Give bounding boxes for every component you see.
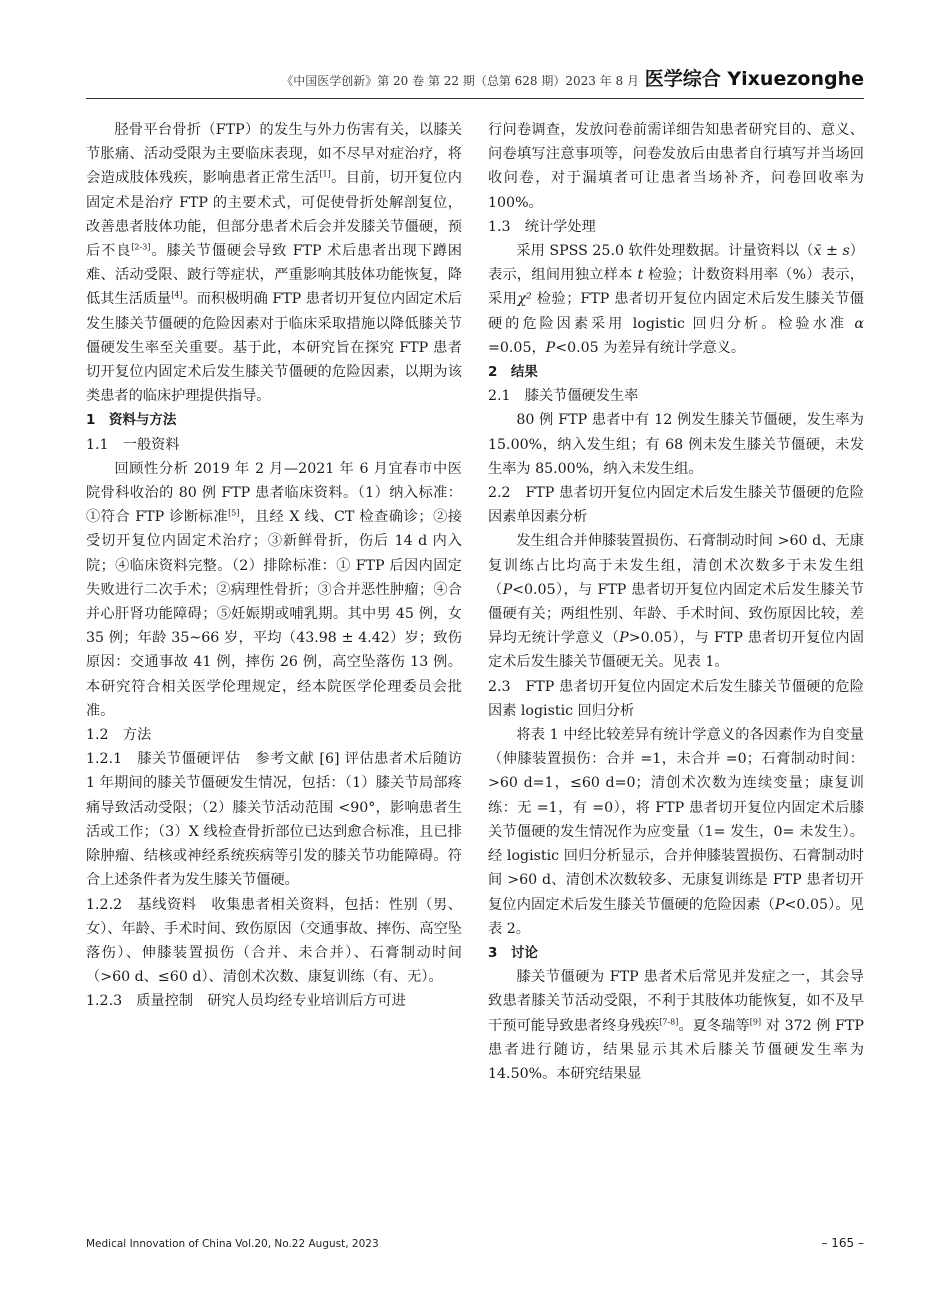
heading-statistics: 1.3 统计学处理 bbox=[488, 218, 596, 235]
heading-univariate: 2.2 FTP 患者切开复位内固定术后发生膝关节僵硬的危险因素单因素分析 bbox=[488, 485, 864, 526]
discussion-paragraph: 膝关节僵硬为 FTP 患者术后常见并发症之一，其会导致患者膝关节活动受限，不利于其肢体功能恢复，如不及早干预可能导致患者终身残疾[7-8]。夏冬瑞等[9] 对 372 例 FTP 患者进行随访，结果显示其术后膝关节僵硬发生率为 14.50%。本研究结果显 bbox=[488, 969, 864, 1082]
right-column bbox=[488, 118, 864, 1086]
heading-general-data: 1.1 一般资料 bbox=[86, 436, 180, 453]
heading-method: 1.2 方法 bbox=[86, 727, 152, 744]
univariate-paragraph: 发生组合并伸膝装置损伤、石膏制动时间 >60 d、无康复训练占比均高于未发生组，清创术次数多于未发生组（P<0.05），与 FTP 患者切开复位内固定术后发生膝关节僵硬有关；两组性别、年龄、手术时间、致伤原因比较，差异均无统计学意义（P>0.05），与 FTP 患者切开复位内固定术后发生膝关节僵硬无关。见表 1。 bbox=[488, 533, 864, 671]
general-data-paragraph: 回顾性分析 2019 年 2 月—2021 年 6 月宜春市中医院骨科收治的 80 例 FTP 患者临床资料。（1）纳入标准：①符合 FTP 诊断标准[5]，且经 X 线、CT 检查确诊；②接受切开复位内固定术治疗；③新鲜骨折，伤后 14 d 内入院；④临床资料完整。（2）排除标准：① FTP 后因内固定失败进行二次手术；②病理性骨折；③合并恶性肿瘤；④合并心肝肾功能障碍；⑤妊娠期或哺乳期。其中男 45 例，女 35 例；年龄 35~66 岁，平均（43.98 ± 4.42）岁；致伤原因：交通事故 41 例，摔伤 26 例，高空坠落伤 13 例。本研究符合相关医学伦理规定，经本院医学伦理委员会批准。 bbox=[86, 460, 463, 719]
stiffness-assessment-paragraph: 1.2.1 膝关节僵硬评估 参考文献 [6] 评估患者术后随访 1 年期间的膝关节僵硬发生情况，包括：（1）膝关节局部疼痛导致活动受限；（2）膝关节活动范围 <90°，影响患者生活或工作；（3）X 线检查骨折部位已达到愈合标准，且已排除肿瘤、结核或神经系统疾病等引发的膝关节功能障碍。符合上述条件者为发生膝关节僵硬。 bbox=[86, 751, 462, 889]
heading-logistic: 2.3 FTP 患者切开复位内固定术后发生膝关节僵硬的危险因素 logistic 回归分析 bbox=[488, 678, 864, 719]
heading-incidence: 2.1 膝关节僵硬发生率 bbox=[488, 388, 639, 405]
heading-discussion: 3 讨论 bbox=[488, 944, 538, 961]
incidence-paragraph: 80 例 FTP 患者中有 12 例发生膝关节僵硬，发生率为 15.00%，纳入发生组；有 68 例未发生膝关节僵硬，未发生率为 85.00%，纳入未发生组。 bbox=[488, 412, 864, 477]
page-header bbox=[86, 62, 864, 99]
questionnaire-paragraph: 行问卷调查，发放问卷前需详细告知患者研究目的、意义、问卷填写注意事项等，问卷发放后由患者自行填写并当场回收问卷，对于漏填者可让患者当场补齐，问卷回收率为 100%。 bbox=[488, 122, 864, 211]
footer-journal: Medical Innovation of China Vol.20, No.22 August, 2023 bbox=[86, 1238, 379, 1250]
page-number: – 165 – bbox=[821, 1236, 864, 1250]
intro-paragraph: 胫骨平台骨折（FTP）的发生与外力伤害有关，以膝关节胀痛、活动受限为主要临床表现，如不尽早对症治疗，将会造成肢体残疾，影响患者正常生活[1]。目前，切开复位内固定术是治疗 FTP 的主要术式，可促使骨折处解剖复位，改善患者肢体功能，但部分患者术后会并发膝关节僵硬，预后不良[2-3]。膝关节僵硬会导致 FTP 术后患者出现下蹲困难、活动受限、跛行等症状，严重影响其肢体功能恢复，降低其生活质量[4]。而积极明确 FTP 患者切开复位内固定术后发生膝关节僵硬的危险因素对于临床采取措施以降低膝关节僵硬发生率至关重要。基于此，本研究旨在探究 FTP 患者切开复位内固定术后发生膝关节僵硬的危险因素，以期为该类患者的临床护理提供指导。 bbox=[86, 122, 462, 405]
section-title: 医学综合 Yixuezonghe bbox=[644, 68, 864, 90]
logistic-paragraph: 将表 1 中经比较差异有统计学意义的各因素作为自变量（伸膝装置损伤：合并 =1，未合并 =0；石膏制动时间：>60 d=1，≤60 d=0；清创术次数为连续变量；康复训练：无 =1，有 =0），将 FTP 患者切开复位内固定术后膝关节僵硬的发生情况作为应变量（1= 发生，0= 未发生）。经 logistic 回归分析显示，合并伸膝装置损伤、石膏制动时间 >60 d、清创术次数较多、无康复训练是 FTP 患者切开复位内固定术后发生膝关节僵硬的危险因素（P<0.05）。见表 2。 bbox=[488, 727, 864, 937]
statistics-paragraph: 采用 SPSS 25.0 软件处理数据。计量资料以（x̄ ± s）表示，组间用独立样本 t 检验；计数资料用率（%）表示，采用χ² 检验；FTP 患者切开复位内固定术后发生膝关节僵硬的危险因素采用 logistic 回归分析。检验水准 α =0.05，P<0.05 为差异有统计学意义。 bbox=[488, 243, 864, 356]
baseline-data-paragraph: 1.2.2 基线资料 收集患者相关资料，包括：性别（男、女）、年龄、手术时间、致伤原因（交通事故、摔伤、高空坠落伤）、伸膝装置损伤（合并、未合并）、石膏制动时间（>60 d、≤60 d）、清创术次数、康复训练（有、无）。 bbox=[86, 896, 462, 986]
left-column bbox=[86, 118, 462, 1014]
heading-methods: 1 资料与方法 bbox=[86, 412, 177, 429]
journal-citation: 《中国医学创新》第 20 卷 第 22 期（总第 628 期）2023 年 8 月 bbox=[281, 74, 639, 88]
quality-control-paragraph: 1.2.3 质量控制 研究人员均经专业培训后方可进 bbox=[86, 993, 406, 1010]
heading-results: 2 结果 bbox=[488, 364, 538, 381]
